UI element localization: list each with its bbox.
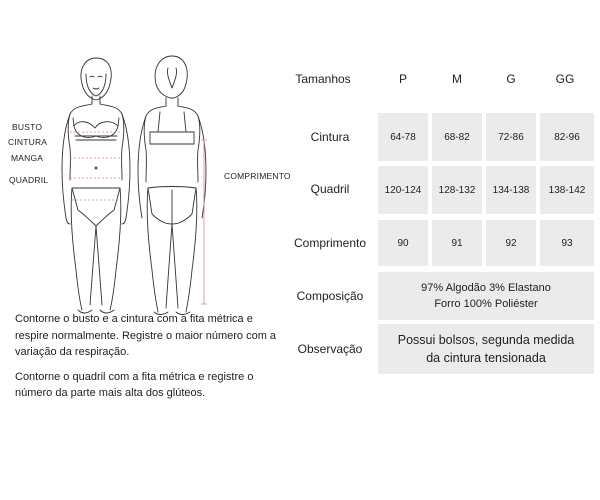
cell-comprimento-gg: 93: [540, 220, 594, 266]
row-label-composicao: Composição: [296, 289, 364, 303]
cell-cintura-g: 72-86: [486, 113, 536, 161]
cell-comprimento-m: 91: [432, 220, 482, 266]
label-busto: BUSTO: [12, 122, 43, 132]
label-quadril: QUADRIL: [9, 175, 49, 185]
size-header-gg: GG: [555, 72, 575, 86]
cell-observacao: [378, 324, 594, 374]
size-header-m: M: [452, 72, 462, 86]
row-label-quadril: Quadril: [310, 182, 350, 196]
size-header-g: G: [506, 72, 516, 86]
cell-quadril-gg: 138-142: [540, 166, 594, 214]
observacao-line-1: Possui bolsos, segunda medida: [397, 333, 575, 347]
label-manga: MANGA: [11, 153, 44, 163]
table-header-label: Tamanhos: [295, 72, 351, 86]
row-label-comprimento: Comprimento: [293, 236, 367, 250]
label-comprimento: COMPRIMENTO: [224, 171, 291, 181]
cell-comprimento-p: 90: [378, 220, 428, 266]
cell-cintura-p: 64-78: [378, 113, 428, 161]
measurement-instructions: [15, 311, 280, 410]
row-label-cintura: Cintura: [310, 130, 350, 144]
row-label-observacao: Observação: [297, 342, 363, 356]
composicao-line-1: 97% Algodão 3% Elastano: [421, 282, 551, 294]
cell-cintura-m: 68-82: [432, 113, 482, 161]
instruction-quadril: Contorne o quadril com a fita métrica e registre o número da parte mais alta dos glúteos.: [15, 370, 254, 399]
label-cintura: CINTURA: [8, 137, 48, 147]
cell-comprimento-g: 92: [486, 220, 536, 266]
composicao-line-2: Forro 100% Poliéster: [434, 298, 538, 310]
cell-quadril-p: 120-124: [378, 166, 428, 214]
size-header-p: P: [398, 72, 407, 86]
size-guide-figure: [0, 40, 300, 320]
cell-composicao: [378, 272, 594, 320]
instruction-busto-cintura: Contorne o busto e a cintura com a fita métrica e respire normalmente. Registre o maior número com a variação da respiração.: [15, 313, 277, 358]
cell-quadril-g: 134-138: [486, 166, 536, 214]
cell-cintura-gg: 82-96: [540, 113, 594, 161]
observacao-line-2: da cintura tensionada: [426, 351, 546, 365]
cell-quadril-m: 128-132: [432, 166, 482, 214]
